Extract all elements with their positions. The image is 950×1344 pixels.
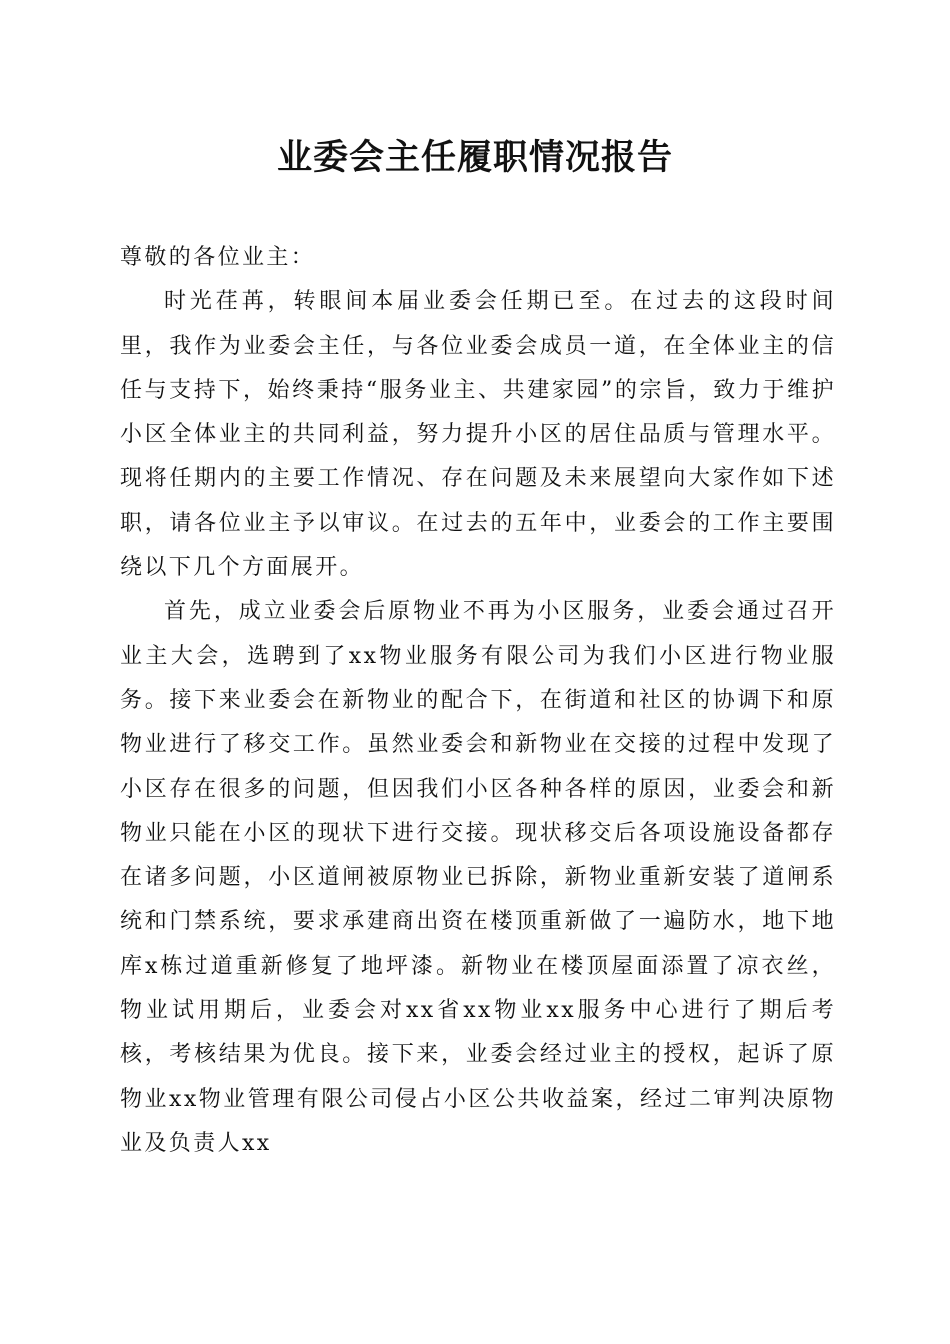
document-title: 业委会主任履职情况报告	[276, 137, 673, 178]
document-body	[120, 236, 836, 1166]
paragraph-first-point: 首先，成立业委会后原物业不再为小区服务，业委会通过召开业主大会，选聘到了xx物业服务有限公司为我们小区进行物业服务。接下来业委会在新物业的配合下，在街道和社区的协调下和原物业进行了移交工作。虽然业委会和新物业在交接的过程中发现了小区存在很多的问题，但因我们小区各种各样的原因，业委会和新物业只能在小区的现状下进行交接。现状移交后各项设施设备都存在诸多问题，小区道闸被原物业已拆除，新物业重新安装了道闸系统和门禁系统，要求承建商出资在楼顶重新做了一遍防水，地下地库x栋过道重新修复了地坪漆。新物业在楼顶屋面添置了凉衣丝，物业试用期后，业委会对xx省xx物业xx服务中心进行了期后考核，考核结果为优良。接下来，业委会经过业主的授权，起诉了原物业xx物业管理有限公司侵占小区公共收益案，经过二审判决原物业及负责人xx	[120, 599, 836, 1156]
paragraph-intro: 时光荏苒，转眼间本届业委会任期已至。在过去的这段时间里，我作为业委会主任，与各位业委会成员一道，在全体业主的信任与支持下，始终秉持“服务业主、共建家园”的宗旨，致力于维护小区全体业主的共同利益，努力提升小区的居住品质与管理水平。现将任期内的主要工作情况、存在问题及未来展望向大家作如下述职，请各位业主予以审议。在过去的五年中，业委会的工作主要围绕以下几个方面展开。	[120, 289, 836, 581]
salutation: 尊敬的各位业主：	[120, 245, 316, 270]
